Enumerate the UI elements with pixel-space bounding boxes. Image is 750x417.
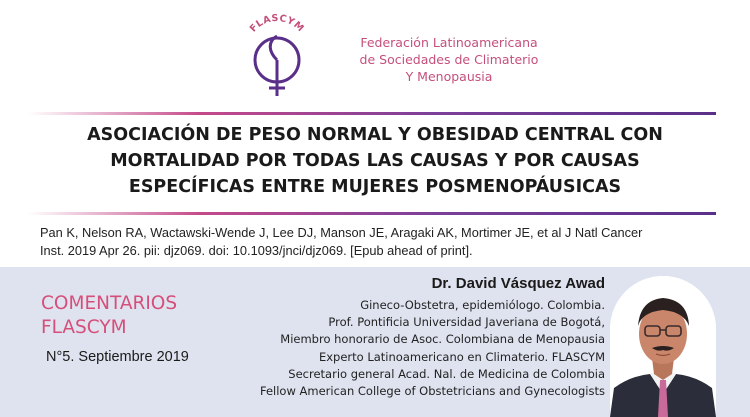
credential-line: Fellow American College of Obstetricians and Gynecologists [259, 384, 605, 399]
credential-line: Gineco-Obstetra, epidemiólogo. Colombia. [360, 298, 605, 312]
flascym-logo [238, 10, 316, 98]
credential-line: Secretario general Acad. Nal. de Medicina de Colombia [288, 366, 605, 381]
issue-number: N°5. Septiembre 2019 [46, 349, 189, 365]
credential-line: Miembro honorario de Asoc. Colombiana de Menopausia [280, 332, 605, 347]
citation [40, 224, 720, 260]
organization-name [324, 34, 574, 85]
title-line: ASOCIACIÓN DE PESO NORMAL Y OBESIDAD CENTRAL CON [87, 125, 663, 145]
article-title [20, 122, 730, 200]
citation-line: Pan K, Nelson RA, Wactawski-Wende J, Lee DJ, Manson JE, Aragaki AK, Mortimer JE, et al J Natl Cancer [40, 225, 643, 240]
person-portrait-icon [610, 276, 716, 417]
citation-line: Inst. 2019 Apr 26. pii: djz069. doi: 10.1093/jnci/djz069. [Epub ahead of print]. [40, 243, 473, 258]
author-photo [610, 276, 716, 417]
bottom-divider [28, 212, 716, 215]
title-line: ESPECÍFICAS ENTRE MUJERES POSMENOPÁUSICAS [128, 177, 622, 197]
logo-emblem-icon [238, 10, 316, 98]
credential-line: Experto Latinoamericano en Climaterio. FLASCYM [318, 349, 605, 364]
org-line: Y Menopausia [405, 69, 493, 84]
top-divider [28, 112, 716, 115]
credential-line: Prof. Pontificia Universidad Javeriana de Bogotá, [328, 315, 605, 330]
series-line: FLASCYM [41, 317, 127, 338]
title-line: MORTALIDAD POR TODAS LAS CAUSAS Y POR CAUSAS [110, 151, 640, 171]
author-credentials [220, 297, 605, 400]
logo-text: FLASCYM [247, 12, 306, 35]
author-name: Dr. David Vásquez Awad [431, 275, 605, 292]
series-line: COMENTARIOS [41, 293, 178, 314]
org-line: Federación Latinoamericana [360, 35, 538, 50]
svg-text:FLASCYM [248, 13, 306, 35]
org-line: de Sociedades de Climaterio [359, 52, 539, 67]
